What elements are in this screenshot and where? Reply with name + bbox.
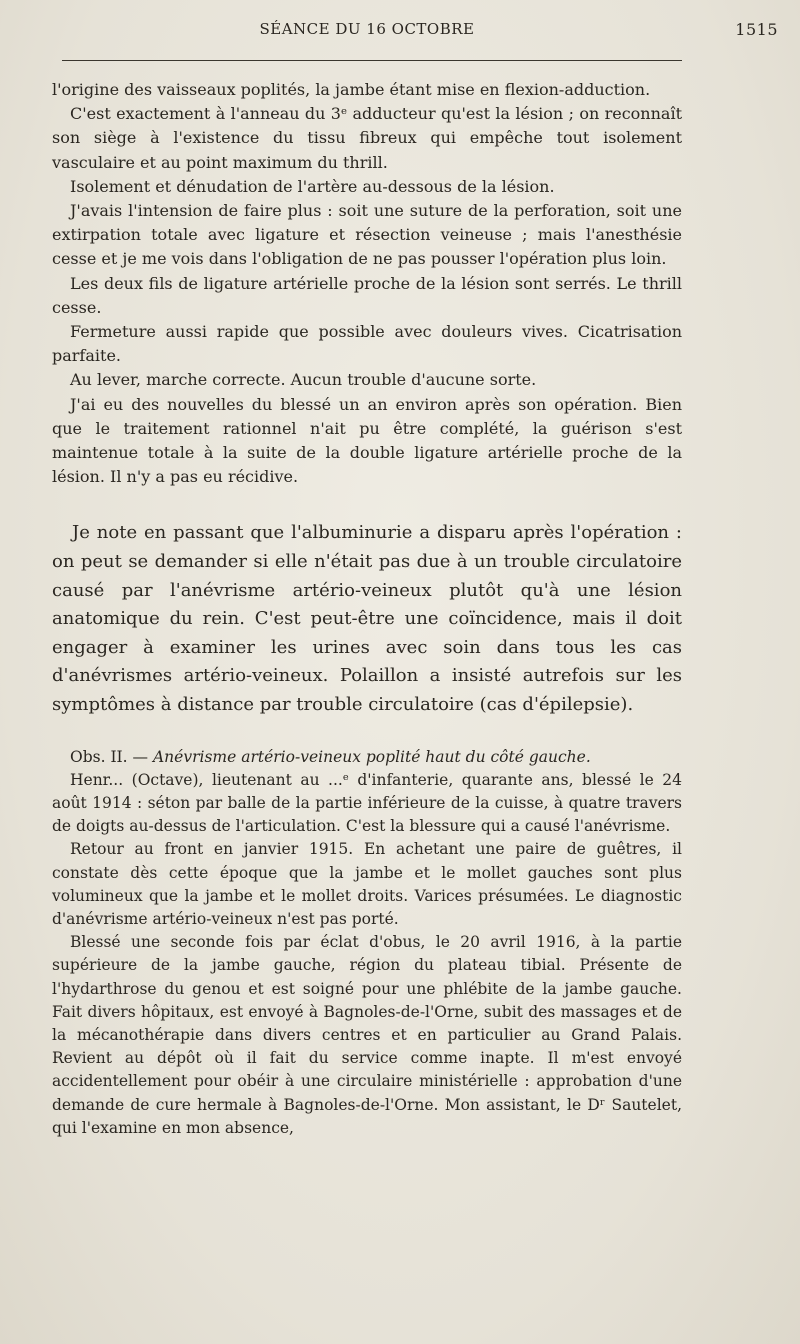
page-number: 1515 xyxy=(735,20,778,39)
paragraph: Au lever, marche correcte. Aucun trouble d'aucune sorte. xyxy=(70,370,537,390)
observation-heading xyxy=(52,746,682,769)
paragraph: J'ai eu des nouvelles du blessé un an environ après son opération. Bien que le traitement rationnel n'ait pu être complété, la guérison s'est maintenue totale à la suite de la double ligature artérielle proche de la lésion. Il n'y a pas eu récidive. xyxy=(52,394,682,487)
observation-label: Obs. II. — xyxy=(70,747,149,766)
observation-paragraph: Blessé une seconde fois par éclat d'obus, le 20 avril 1916, à la partie supérieure de la jambe gauche, région du plateau tibial. Présente de l'hydarthrose du genou et est soigné pour une phlébite de la jambe gauche. Fait divers hôpitaux, est envoyé à Bagnoles-de-l'Orne, subit des massages et de la mécanothérapie dans divers centres et en particulier au Grand Palais. Revient au dépôt où il fait du service comme inapte. Il m'est envoyé accidentellement pour obéir à une circulaire ministérielle : approbation d'une demande de cure hermale à Bagnoles-de-l'Orne. Mon assistant, le Dʳ Sautelet, qui l'examine en mon absence, xyxy=(52,933,682,1137)
paragraph: J'avais l'intension de faire plus : soit une suture de la perforation, soit une extirpation totale avec ligature et résection veineuse ; mais l'anesthésie cesse et je me vois dans l'obligation de ne pas pousser l'opération plus loin. xyxy=(52,201,682,269)
observation-paragraph: Henr... (Octave), lieutenant au ...ᵉ d'infanterie, quarante ans, blessé le 24 août 1914 : séton par balle de la partie inférieure de la cuisse, à quatre travers de doigts au-dessus de l'articulation. C'est la blessure qui a causé l'anévrisme. xyxy=(52,770,682,836)
main-paragraph: Je note en passant que l'albuminurie a disparu après l'opération : on peut se demander si elle n'était pas due à un trouble circulatoire causé par l'anévrisme artério-veineux plutôt qu'à une lésion anatomique du rein. C'est peut-être une coïncidence, mais il doit engager à examiner les urines avec soin dans tous les cas d'anévrismes artério-veineux. Polaillon a insisté autrefois sur les symptômes à distance par trouble circulatoire (cas d'épilepsie). xyxy=(52,522,682,716)
observation-section xyxy=(52,746,682,1140)
paragraph: Isolement et dénudation de l'artère au-dessous de la lésion. xyxy=(70,176,555,196)
header-rule xyxy=(62,60,682,61)
paragraph: C'est exactement à l'anneau du 3ᵉ adducteur qu'est la lésion ; on reconnaît son siège à l'existence du tissu fibreux qui empêche tout isolement vasculaire et au point maximum du thrill. xyxy=(52,104,682,172)
observation-paragraph: Retour au front en janvier 1915. En achetant une paire de guêtres, il constate dès cette époque que la jambe et le mollet gauches sont plus volumineux que la jambe et le mollet droits. Varices présumées. Le diagnostic d'anévrisme artério-veineux n'est pas porté. xyxy=(52,840,682,929)
header-title: SÉANCE DU 16 OCTOBRE xyxy=(259,20,475,38)
paragraph: l'origine des vaisseaux poplités, la jambe étant mise en flexion-adduction. xyxy=(52,80,651,99)
page-body xyxy=(52,78,682,1140)
spacer xyxy=(52,720,682,746)
running-header xyxy=(52,20,778,42)
spacer xyxy=(52,489,682,519)
paragraph: Fermeture aussi rapide que possible avec douleurs vives. Cicatrisation parfaite. xyxy=(52,322,682,366)
paragraph: Les deux fils de ligature artérielle proche de la lésion sont serrés. Le thrill cesse. xyxy=(52,273,682,317)
observation-title: Anévrisme artério-veineux poplité haut du côté gauche. xyxy=(152,747,591,766)
